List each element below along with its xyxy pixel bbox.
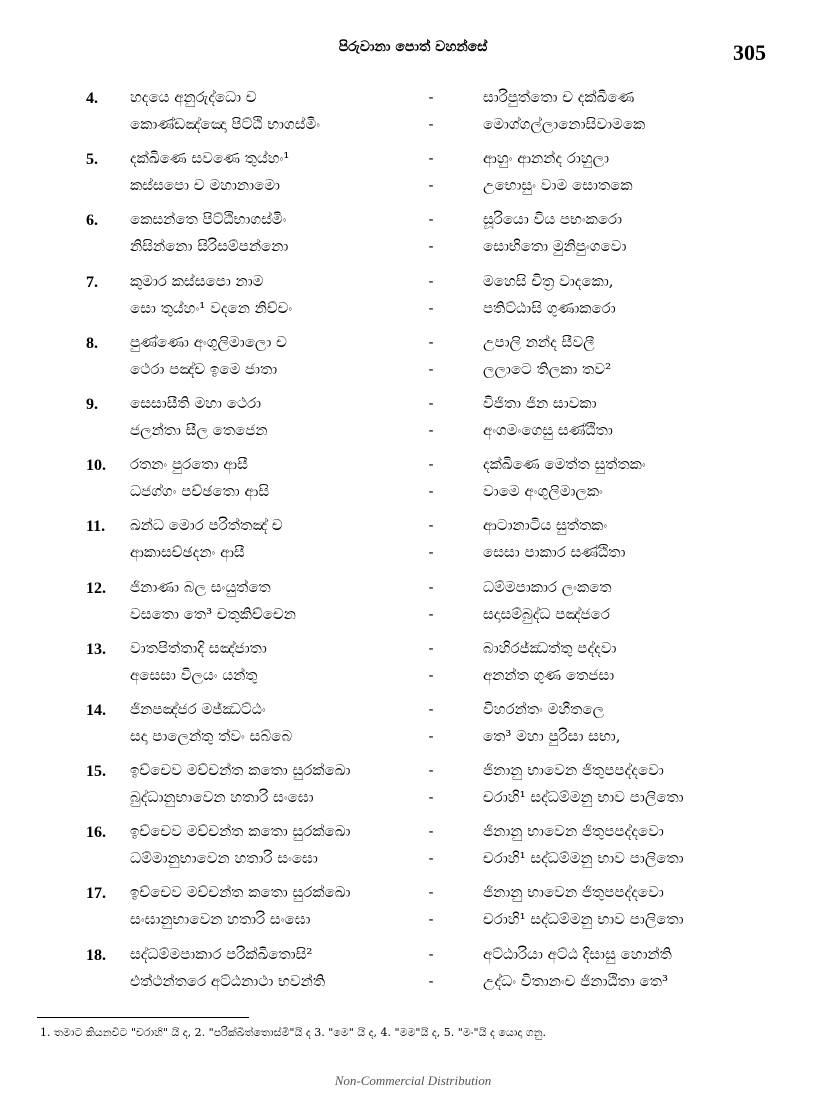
verse-dash: - [428, 210, 434, 229]
verse-line-left: සෙසාසීති මහා ථෙරා [130, 393, 262, 412]
verse-line-left: වාතපිත්තාදි සඤ්ජාතා [130, 638, 267, 657]
verse-line-left: ධම්මානුභාවෙන හතාරි සංඝො [130, 849, 318, 868]
verse-line-right: විජිතා ජින සාවකා [483, 393, 597, 412]
verse-dash: - [428, 482, 434, 501]
verse-list [0, 88, 826, 1006]
verse-line-right: සදාසම්බුද්ධ පඤ්ජරෙ [483, 604, 610, 623]
verse-line-left: සංඝානුභාවෙන හතාරි සංඝො [130, 910, 311, 929]
verse-line-left: රතනං පුරතො ආසී [130, 455, 248, 474]
verse-line-right: ජිනානු භාවෙන ජිතුපපද්දවො [483, 883, 664, 902]
verse-line-right: ජිනානු භාවෙන ජිතුපපද්දවො [483, 761, 664, 780]
footnote-divider [37, 1017, 249, 1018]
verse-dash: - [428, 761, 434, 780]
verse-number: 18. [86, 946, 106, 964]
verse-line-left: ඉච්චෙව මච්චන්ත කතො සුරක්ඛො [130, 883, 351, 902]
verse-line-right: තෙ³ මහා පුරිසා සභා, [483, 726, 621, 745]
verse-number: 15. [86, 763, 106, 781]
verse-line-left: ඛන්ධ මොර පරිත්තඤ් ච [130, 516, 283, 535]
verse-dash: - [428, 604, 434, 623]
verse-dash: - [428, 88, 434, 106]
verse-dash: - [428, 883, 434, 902]
verse-block [0, 88, 826, 149]
verse-line-left: බුද්ධානුභාවෙන හතාරි සංඝො [130, 788, 314, 807]
verse-block [0, 333, 826, 394]
verse-number: 16. [86, 824, 106, 842]
verse-dash: - [428, 910, 434, 929]
verse-line-left: සද්ධම්මපාකාර පරික්ඛිතොසි² [130, 944, 313, 963]
verse-block [0, 883, 826, 944]
verse-line-right: බාහිරජ්ඣත්තු පද්දවා [483, 638, 617, 657]
verse-dash: - [428, 699, 434, 718]
verse-line-right: සොභිතො මුනිපුංගවො [483, 237, 627, 256]
verse-line-right: චරාහි¹ සද්ධම්මනු භාව පාලිතො [483, 849, 684, 868]
verse-line-right: අනන්ත ගුණ තෙජසා [483, 665, 615, 684]
verse-line-right: ආහුං ආනන්ද රාහුලා [483, 149, 610, 168]
verse-line-left: ඉච්චෙව මච්චන්ත කතො සුරක්ඛො [130, 761, 351, 780]
verse-block [0, 761, 826, 822]
verse-number: 9. [86, 395, 98, 413]
verse-number: 6. [86, 212, 98, 230]
verse-number: 11. [86, 518, 106, 536]
verse-line-right: සාරිපුත්තො ච දක්ඛිණෙ [483, 88, 635, 106]
verse-line-right: විහරන්තං මහීතලෙ [483, 699, 605, 718]
verse-line-right: චරාහි¹ සද්ධම්මනු භාව පාලිතො [483, 788, 684, 807]
verse-line-left: ජලන්තා සීල තෙජෙන [130, 420, 268, 439]
verse-line-left: පුණ්ණො අංගුලිමාලො ච [130, 332, 287, 351]
verse-line-left: සො තුය්හං¹ වදනෙ නිච්චං [130, 298, 293, 317]
verse-dash: - [428, 332, 434, 351]
verse-line-left: ධජග්ගං පච්ඡතො ආසි [130, 482, 270, 501]
verse-dash: - [428, 420, 434, 439]
verse-number: 14. [86, 701, 106, 719]
verse-dash: - [428, 822, 434, 841]
verse-block [0, 578, 826, 639]
verse-line-right: මොග්ගල්ලානොසිවාමකෙ [483, 115, 646, 133]
verse-dash: - [428, 237, 434, 256]
verse-dash: - [428, 577, 434, 596]
verse-line-right: සෙසා පාකාර සණ්ඨිතා [483, 543, 626, 562]
verse-line-right: පතිට්ඨාසි ගුණාකරො [483, 298, 616, 317]
page-header-title: පිරුවානා පොත් වහන්සේ [338, 39, 488, 55]
verse-number: 5. [86, 151, 98, 169]
verse-line-right: ආටානාටිය සුත්තකං [483, 516, 608, 535]
verse-dash: - [428, 849, 434, 868]
verse-number: 7. [86, 273, 98, 291]
verse-block [0, 149, 826, 210]
verse-line-right: ධම්මපාකාර ලංකතෙ [483, 577, 612, 596]
verse-line-left: එත්ථන්තරෙ අට්ඨනාථා භවන්ති [130, 971, 325, 990]
verse-line-left: ඉච්චෙව මච්චන්ත කතො සුරක්ඛො [130, 822, 351, 841]
verse-dash: - [428, 543, 434, 562]
verse-line-left: ජිනාණා බල සංයුත්තෙ [130, 577, 271, 596]
verse-dash: - [428, 176, 434, 195]
verse-block [0, 822, 826, 883]
verse-dash: - [428, 149, 434, 168]
verse-line-right: අංගමංගෙසු සණ්ඨිතා [483, 420, 613, 439]
verse-block [0, 639, 826, 700]
verse-line-right: උපාලි නන්ද සීවලී [483, 332, 595, 351]
verse-dash: - [428, 359, 434, 378]
verse-number: 13. [86, 640, 106, 658]
verse-dash: - [428, 726, 434, 745]
verse-line-left: සදා පාලෙන්තු ත්වං සබ්බෙ [130, 726, 293, 745]
verse-number: 8. [86, 334, 98, 352]
page-number: 305 [733, 40, 766, 65]
verse-dash: - [428, 944, 434, 963]
verse-dash: - [428, 638, 434, 657]
verse-dash: - [428, 393, 434, 412]
verse-number: 10. [86, 457, 106, 475]
verse-block [0, 394, 826, 455]
verse-number: 4. [86, 90, 98, 107]
verse-line-left: කොණ්ඩඤ්ඤො පිට්ඨි භාගස්මිං [130, 115, 321, 133]
verse-line-right: උද්ධං විතානංච ජිනාඨිතා තෙ³ [483, 971, 668, 990]
verse-line-right: සූරියො විය පභංකරො [483, 210, 623, 229]
verse-line-right: උභොසුං වාම සොතකෙ [483, 176, 633, 195]
verse-number: 17. [86, 885, 106, 903]
verse-line-right: ජිනානු භාවෙන ජිතුපපද්දවො [483, 822, 664, 841]
verse-line-left: වසතො තෙ³ චතුකිච්චෙන [130, 604, 296, 623]
verse-dash: - [428, 516, 434, 535]
verse-dash: - [428, 271, 434, 290]
verse-line-left: ජිනපඤ්ජර මජ්ඣට්ඨං [130, 699, 266, 718]
verse-line-left: දක්ඛිණෙ සවණෙ තුය්හං¹ [130, 149, 290, 168]
verse-line-left: අසෙසා විලයං යන්තු [130, 665, 258, 684]
verse-dash: - [428, 665, 434, 684]
verse-line-left: කස්සපො ච මහානාමො [130, 176, 280, 195]
verse-dash: - [428, 298, 434, 317]
verse-block [0, 272, 826, 333]
verse-line-right: චරාහි¹ සද්ධම්මනු භාව පාලිතො [483, 910, 684, 929]
verse-line-left: ථෙරා පඤ්ච ඉමෙ ජාතා [130, 359, 278, 378]
verse-line-left: කෙසන්තෙ පිට්ඨිභාගස්මිං [130, 210, 287, 229]
verse-block [0, 700, 826, 761]
distribution-footer: Non-Commercial Distribution [334, 1073, 492, 1088]
verse-dash: - [428, 971, 434, 990]
verse-line-right: අට්ඨාරියා අට්ඨ දිසාසු හොන්ති [483, 944, 672, 963]
verse-dash: - [428, 788, 434, 807]
verse-dash: - [428, 455, 434, 474]
verse-line-right: මහෙසි චිත්‍ර වාදකො, [483, 271, 614, 290]
verse-line-left: ආකාසච්ඡදනං ආසී [130, 543, 245, 562]
verse-line-right: වාමෙ අංගුලිමාලකං [483, 482, 603, 501]
verse-block [0, 210, 826, 271]
verse-block [0, 945, 826, 1006]
footnotes: 1. තමාට කියනවිට "චරාහි" යි ද, 2. "පරික්ඛිත්තොස්මි"යි ද 3. "මෙ" යි ද, 4. "මම"යි ද, 5. "මං"යි ද යොදා ගනු. [40, 1026, 547, 1039]
verse-line-left: නිසින්නො සිරිසම්පන්නො [130, 237, 289, 256]
verse-dash: - [428, 115, 434, 133]
verse-line-right: දක්ඛිණෙ මෙත්ත සුත්තකං [483, 455, 646, 474]
verse-line-left: කුමාර කස්සපො නාම [130, 271, 264, 290]
verse-line-right: ලලාටෙ තිලකා තව² [483, 359, 612, 378]
verse-block [0, 516, 826, 577]
verse-number: 12. [86, 579, 106, 597]
verse-block [0, 455, 826, 516]
verse-line-left: හදයෙ අනුරුද්ධො ච [130, 88, 257, 106]
